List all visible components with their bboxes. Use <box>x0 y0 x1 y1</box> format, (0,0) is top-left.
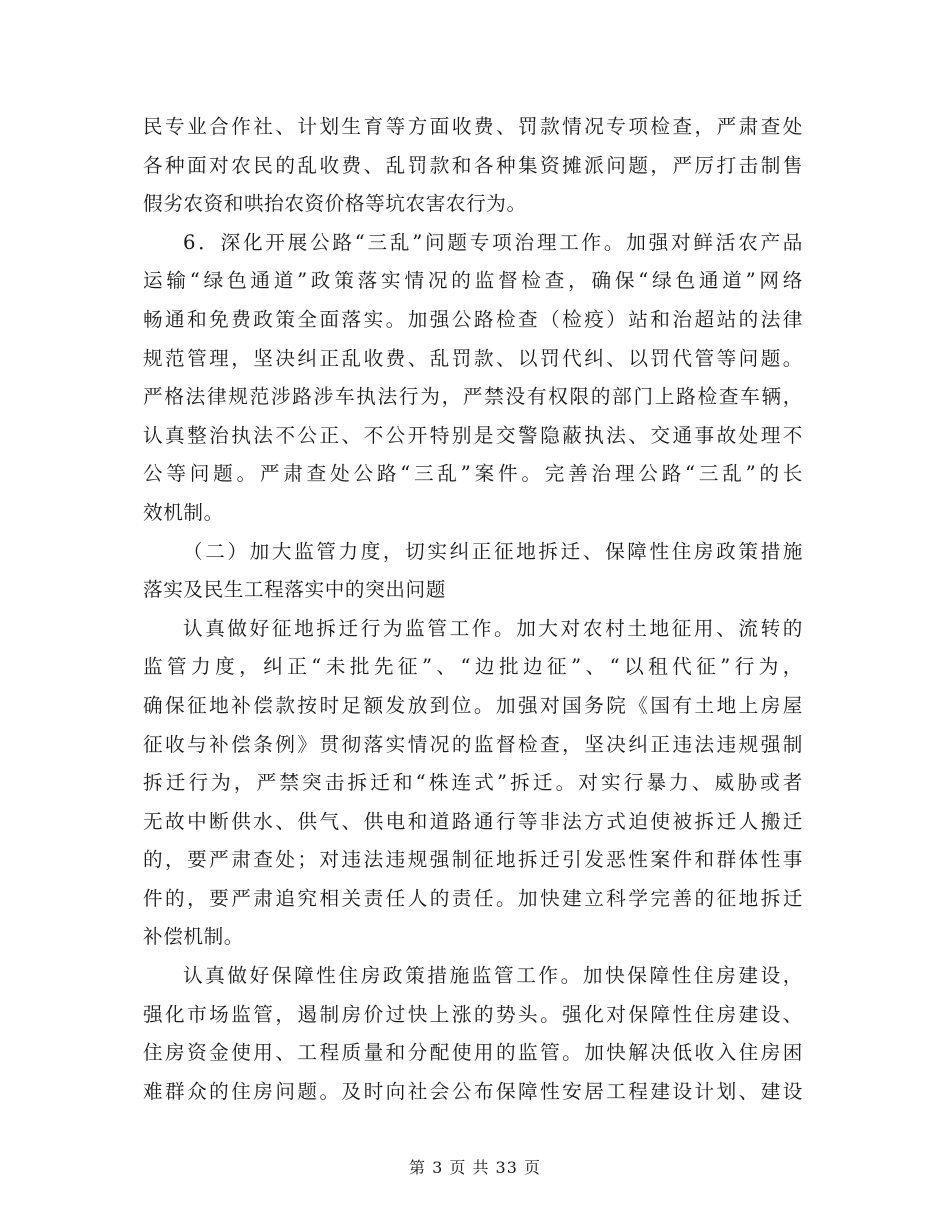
text-line: 民专业合作社、计划生育等方面收费、罚款情况专项检查，严肃查处 <box>143 115 803 138</box>
text-line: 监管力度，纠正“未批先征”、“边批边征”、“以租代征”行为， <box>143 655 803 679</box>
text-line: 假劣农资和哄抬农资价格等坑农害农行为。 <box>143 192 527 216</box>
text-line: 6．深化开展公路“三乱”问题专项治理工作。加强对鲜活农产品 <box>183 230 803 254</box>
text-line: 严格法律规范涉路涉车执法行为，严禁没有权限的部门上路检查车辆， <box>143 385 803 409</box>
section-heading: 落实及民生工程落实中的突出问题 <box>143 578 446 602</box>
text-line: 运输“绿色通道”政策落实情况的监督检查，确保“绿色通道”网络 <box>143 269 803 293</box>
section-heading: （二）加大监管力度，切实纠正征地拆迁、保障性住房政策措施 <box>183 539 803 563</box>
page-number-footer: 第 3 页 共 33 页 <box>409 1158 541 1177</box>
text-line: 规范管理，坚决纠正乱收费、乱罚款、以罚代纠、以罚代管等问题。 <box>143 346 803 370</box>
text-line: 效机制。 <box>143 500 224 524</box>
text-line: 难群众的住房问题。及时向社会公布保障性安居工程建设计划、建设 <box>143 1079 803 1103</box>
document-body <box>143 108 803 1111</box>
text-line: 的，要严肃查处；对违法违规强制征地拆迁引发恶性案件和群体性事 <box>143 848 803 872</box>
text-line: 住房资金使用、工程质量和分配使用的监管。加快解决低收入住房困 <box>143 1041 803 1065</box>
text-line: 件的，要严肃追究相关责任人的责任。加快建立科学完善的征地拆迁 <box>143 886 803 910</box>
text-line: 无故中断供水、供气、供电和道路通行等非法方式迫使被拆迁人搬迁 <box>143 809 803 833</box>
text-line: 补偿机制。 <box>143 925 244 949</box>
text-line: 畅通和免费政策全面落实。加强公路检查（检疫）站和治超站的法律 <box>143 307 803 331</box>
text-line: 强化市场监管，遏制房价过快上涨的势头。强化对保障性住房建设、 <box>143 1002 803 1026</box>
text-line: 拆迁行为，严禁突击拆迁和“株连式”拆迁。对实行暴力、威胁或者 <box>143 771 803 795</box>
text-line: 各种面对农民的乱收费、乱罚款和各种集资摊派问题，严厉打击制售 <box>143 153 803 177</box>
text-line: 征收与补偿条例》贯彻落实情况的监督检查，坚决纠正违法违规强制 <box>143 732 803 756</box>
text-line: 确保征地补偿款按时足额发放到位。加强对国务院《国有土地上房屋 <box>143 693 803 717</box>
text-line: 认真做好征地拆迁行为监管工作。加大对农村土地征用、流转的 <box>183 616 803 640</box>
text-line: 公等问题。严肃查处公路“三乱”案件。完善治理公路“三乱”的长 <box>143 462 803 486</box>
text-line: 认真整治执法不公正、不公开特别是交警隐蔽执法、交通事故处理不 <box>143 423 803 447</box>
text-line: 认真做好保障性住房政策措施监管工作。加快保障性住房建设， <box>183 964 803 988</box>
